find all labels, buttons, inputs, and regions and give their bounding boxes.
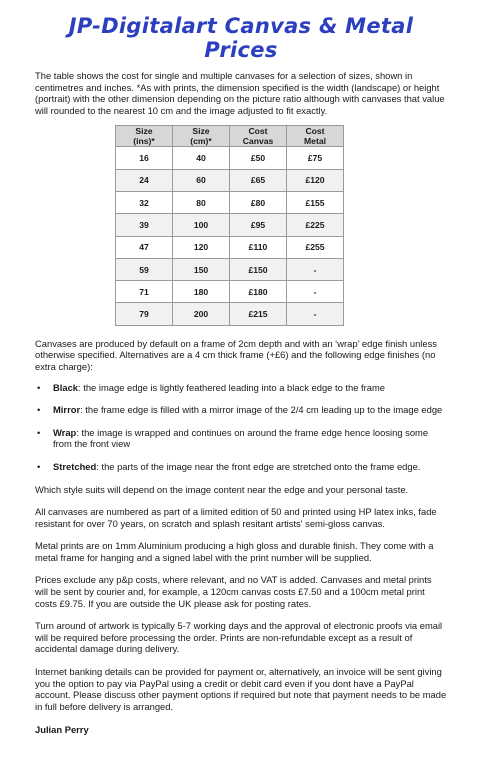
header-line: Size (192, 126, 210, 137)
canvas-default-paragraph: Canvases are produced by default on a frame of 2cm depth and with an ‘wrap’ edge finish unless otherwise specified. Alternatives are a 4 cm thick frame (+£6) and the following edge finishes (no extra charge): (35, 337, 437, 372)
cell-cost-metal: £120 (287, 169, 344, 191)
cell-cost-canvas: £65 (230, 169, 287, 191)
bullet-icon: • (37, 426, 41, 438)
cell-size-cm: 200 (173, 303, 230, 325)
price-table-header (116, 126, 344, 147)
table-row (116, 169, 344, 191)
table-row (116, 191, 344, 213)
header-cost-metal (287, 126, 344, 147)
table-row (116, 281, 344, 303)
cell-cost-metal: £225 (287, 214, 344, 236)
finish-text: : the image is wrapped and continues on around the frame edge hence loosing some from the front view (53, 426, 429, 450)
header-cost-canvas (230, 126, 287, 147)
header-line: Cost (305, 126, 325, 137)
cell-size-ins: 79 (116, 303, 173, 325)
cell-cost-canvas: £95 (230, 214, 287, 236)
finish-label: Black (53, 381, 79, 393)
cell-size-ins: 47 (116, 236, 173, 258)
cell-size-cm: 40 (173, 147, 230, 169)
table-row (116, 258, 344, 280)
header-line: Size (135, 126, 153, 137)
cell-cost-canvas: £180 (230, 281, 287, 303)
turnaround-paragraph: Turn around of artwork is typically 5-7 working days and the approval of electronic proofs via email will be required before processing the order. Prints are non-refundable except as a result of accidental damage during delivery. (35, 620, 443, 655)
cell-size-ins: 24 (116, 169, 173, 191)
finish-label: Wrap (53, 426, 77, 438)
cell-size-ins: 59 (116, 258, 173, 280)
cell-size-cm: 100 (173, 214, 230, 236)
finish-label: Mirror (53, 404, 81, 416)
header-line: Metal (304, 136, 326, 147)
header-size-ins (116, 126, 173, 147)
list-item (35, 461, 447, 473)
header-line: Canvas (242, 136, 274, 147)
cell-size-cm: 180 (173, 281, 230, 303)
table-row (116, 214, 344, 236)
list-item (35, 382, 447, 394)
cell-cost-metal: £75 (287, 147, 344, 169)
finish-text: : the image edge is lightly feathered leading into a black edge to the frame (78, 381, 385, 393)
finish-text: : the frame edge is filled with a mirror image of the 2/4 cm leading up to the image edge (80, 404, 443, 416)
cell-cost-metal: - (287, 303, 344, 325)
intro-paragraph: The table shows the cost for single and multiple canvases for a selection of sizes, shown in centimetres and inches. *As with prints, the dimension specified is the width (landscape) or height (portrait) with the other dimension depending on the picture ratio although with canvases that value will rounded to the nearest 10 cm and the image adjusted to fit exactly. (35, 70, 445, 116)
bullet-icon: • (37, 460, 41, 472)
numbering-paragraph: All canvases are numbered as part of a limited edition of 50 and printed using HP latex inks, fade resistant for over 70 years, on scratch and splash resitant artists' semi-gloss canvas. (35, 506, 437, 529)
table-row (116, 236, 344, 258)
header-line: (cm)* (190, 136, 212, 147)
cell-size-ins: 71 (116, 281, 173, 303)
cell-size-ins: 32 (116, 191, 173, 213)
list-item (35, 404, 447, 416)
cell-size-ins: 39 (116, 214, 173, 236)
metal-paragraph: Metal prints are on 1mm Aluminium producing a high gloss and durable finish. They come with a metal frame for hanging and a signed label with the print number will be supplied. (35, 540, 434, 563)
cell-size-cm: 80 (173, 191, 230, 213)
cell-size-ins: 16 (116, 147, 173, 169)
cell-size-cm: 60 (173, 169, 230, 191)
cell-cost-metal: £255 (287, 236, 344, 258)
cell-cost-metal: - (287, 258, 344, 280)
cell-size-cm: 120 (173, 236, 230, 258)
header-line: Cost (248, 126, 268, 137)
price-table (115, 125, 344, 325)
header-size-cm (173, 126, 230, 147)
bullet-icon: • (37, 404, 41, 416)
style-note-paragraph: Which style suits will depend on the image content near the edge and your personal taste. (35, 483, 409, 495)
payment-paragraph: Internet banking details can be provided for payment or, alternatively, an invoice will be sent giving you the option to pay via PayPal using a credit or debit card even if you dont have a PayPal account. Please discuss other payment options if required but note that payment needs to be made in full before delivery is arranged. (35, 666, 447, 712)
bullet-icon: • (37, 381, 41, 393)
cell-size-cm: 150 (173, 258, 230, 280)
cell-cost-canvas: £80 (230, 191, 287, 213)
edge-finish-list (35, 382, 447, 473)
cell-cost-canvas: £110 (230, 236, 287, 258)
cell-cost-canvas: £150 (230, 258, 287, 280)
cell-cost-canvas: £50 (230, 147, 287, 169)
header-line: (ins)* (133, 136, 155, 147)
price-document (0, 14, 477, 764)
cell-cost-metal: - (287, 281, 344, 303)
cell-cost-canvas: £215 (230, 303, 287, 325)
table-row (116, 147, 344, 169)
signature-name: Julian Perry (35, 724, 89, 736)
page-title: JP-Digitalart Canvas & Metal Prices (68, 14, 414, 62)
table-row (116, 303, 344, 325)
list-item (35, 427, 447, 450)
cell-cost-metal: £155 (287, 191, 344, 213)
finish-label: Stretched (53, 460, 97, 472)
postage-paragraph: Prices exclude any p&p costs, where relevant, and no VAT is added. Canvases and metal prints will be sent by courier and, for example, a 120cm canvas costs £7.50 and a 100cm metal print costs £9.75. If you are outside the UK please ask for posting rates. (35, 574, 432, 609)
finish-text: : the parts of the image near the front edge are stretched onto the frame edge. (96, 460, 421, 472)
